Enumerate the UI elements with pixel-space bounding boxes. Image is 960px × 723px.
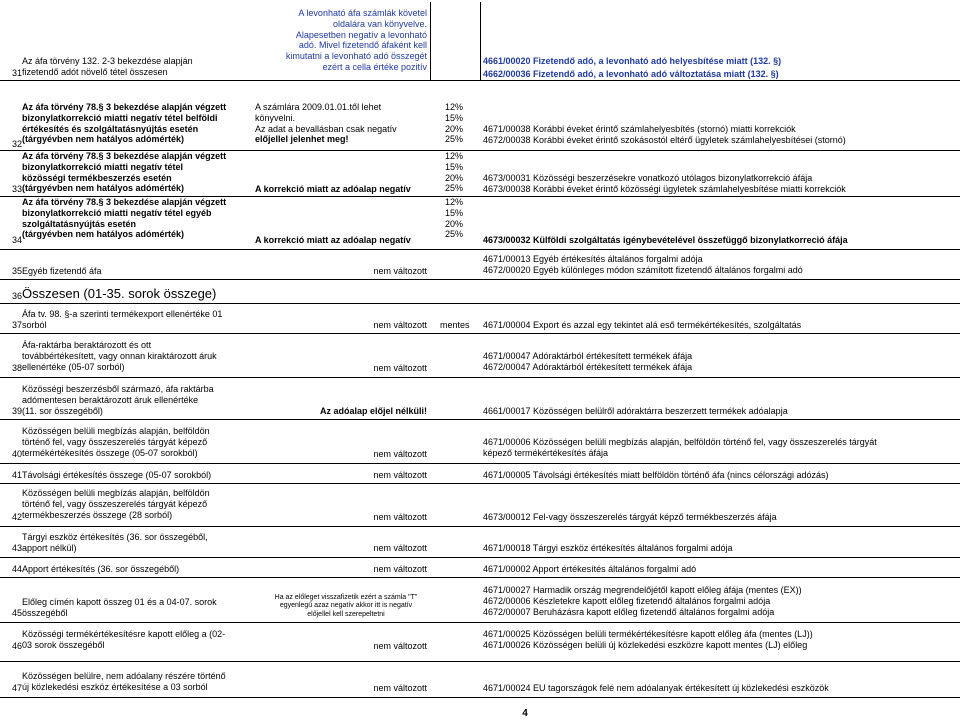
row-42-codes: 4673/00012 Fel-vagy összeszerelés tárgyát képző termékbeszerzés áfája [483, 512, 777, 522]
note-line: oldalára van könyvelve. [332, 18, 427, 29]
description-line: Tárgyi eszköz értékesítés (36. sor összegéből, [22, 532, 208, 542]
description-line: (tárgyévben nem hatályos adómérték) [22, 229, 185, 240]
column-divider [480, 2, 481, 80]
account-code: 4673/00031 Közösségi beszerzésekre vonatkozó utólagos bizonylatkorrekció áfája [483, 173, 813, 183]
description-line: bizonylatkorrekció miatti negatív tétel [22, 161, 184, 172]
description-line: szolgáltatásnyújtás esetén [22, 218, 137, 229]
note-line: előjellel kell szerepeltetni [307, 610, 385, 618]
description-line: termékértékesítés összege (05-07 sorokból) [22, 447, 198, 458]
description-line: Áfa tv. 98. §-a szerinti termékexport ellenértéke 01 [22, 309, 223, 319]
row-36-number: 36 [11, 291, 22, 301]
row-45-number: 45 [11, 608, 22, 618]
account-code: 4672/00047 Adóraktárból értékesített termékek áfája [483, 361, 693, 372]
description-line: fizetendő adót növelő tétel összesen [22, 66, 168, 77]
description-line: Az áfa törvény 78.§ 3 bekezdése alapján végzett [22, 151, 227, 161]
rate: 12% [445, 151, 464, 161]
row-38-note: nem változott [373, 363, 427, 373]
row-36-description: Összesen (01-35. sorok összege) [22, 286, 217, 301]
row-39-number: 39 [11, 406, 22, 416]
description-line: bizonylatkorrekció miatti negatív tétel belföldi [22, 112, 218, 123]
row-38-codes [483, 351, 692, 373]
note-line: A korrekció miatt az adóalap negatív [255, 235, 411, 245]
account-code: 4671/00047 Adóraktárból értékesített termékek áfája [483, 351, 693, 361]
row-47-note: nem változott [373, 683, 427, 693]
description-line: Közösségi beszerzésből származó, áfa raktárba [22, 384, 214, 394]
row-separator [0, 557, 960, 558]
description-line: (11. sor összegéből) [22, 405, 103, 416]
row-43-number: 43 [11, 543, 22, 553]
row-34-number: 34 [11, 235, 22, 245]
description-line: apport nélkül) [22, 542, 77, 553]
description-line: közösségi termékbeszerzés esetén [22, 172, 172, 183]
row-31-note [255, 8, 427, 73]
row-47-number: 47 [11, 683, 22, 693]
row-31-description [22, 56, 250, 78]
rate: 20% [445, 218, 464, 229]
note-line: előjellel jelenhet meg! [255, 134, 349, 145]
note-line: kimutatni a levonható adó összegét [285, 51, 427, 62]
row-34-codes [483, 235, 848, 246]
description-line: összegéből [22, 607, 68, 618]
description-line: Közösségen belüli megbízás alapján, belföldön [22, 488, 210, 498]
rate: 25% [445, 229, 464, 240]
row-40-number: 40 [11, 449, 22, 459]
row-44-note: nem változott [373, 564, 427, 574]
row-separator [0, 483, 960, 484]
account-code: 4662/00036 Fizetendő adó, a levonható adó változtatása miatt (132. §) [483, 68, 779, 79]
row-43-description [22, 532, 208, 554]
row-37-description [22, 309, 222, 331]
description-line: történő fel, vagy összeszerelés tárgyát képező [22, 498, 208, 509]
description-line: sorból [22, 319, 47, 330]
account-code: 4672/00038 Korábbi éveket érintő szokásostól eltérő ügyletek számlahelyesbítései (stornó) [483, 134, 846, 145]
row-31-codes [483, 56, 781, 80]
row-33-rates [445, 151, 463, 194]
note-line: egyenlegű azaz negatív akkor itt is negatív [279, 602, 413, 610]
account-code: 4672/00007 Beruházásra kapott előleg fizetendő általános forgalmi adója [483, 606, 775, 617]
row-45-note [258, 594, 434, 619]
row-41-number: 41 [11, 470, 22, 480]
account-code: 4671/00013 Egyéb értékesítés általános forgalmi adója [483, 254, 703, 264]
description-line: Közösségen belüli megbízás alapján, belföldön [22, 426, 210, 436]
row-31-number: 31 [11, 68, 22, 78]
note-line: Ha az előleget visszafizetik ezért a számla "T" [274, 594, 418, 601]
rate: 15% [445, 161, 464, 172]
page-number: 4 [522, 708, 528, 719]
row-47-description [22, 671, 226, 693]
row-32-rates [445, 102, 463, 145]
description-line: Közösségen belülre, nem adóalany részére történő [22, 671, 226, 681]
column-divider [430, 2, 431, 80]
row-33-note [255, 184, 427, 195]
row-38-number: 38 [11, 363, 22, 373]
account-code: képező termékértékesítés áfája [483, 447, 609, 458]
row-39-note: Az adóalap előjel nélküli! [319, 406, 427, 416]
note-line: A levonható áfa számlák követel [298, 8, 427, 18]
description-line: termékbeszerzés összege (28 sorból) [22, 509, 173, 520]
description-line: Előleg címén kapott összeg 01 és a 04-07. sorok [22, 597, 217, 607]
row-34-rates [445, 197, 463, 240]
row-separator [0, 661, 960, 662]
row-37-note: nem változott [373, 320, 427, 330]
description-line: Az áfa törvény 78.§ 3 bekezdése alapján végzett [22, 102, 227, 112]
row-44-codes: 4671/00002 Apport értékesítés általános forgalmi adó [483, 564, 697, 574]
row-41-note: nem változott [373, 470, 427, 480]
account-code: 4671/00027 Harmadik ország megrendelőjétől kapott előleg áfája (mentes (EX)) [483, 585, 802, 595]
row-47-codes: 4671/00024 EU tagországok felé nem adóalanyak értékesített új közlekedési eszközök [483, 683, 829, 693]
row-35-description: Egyéb fizetendő áfa [22, 266, 102, 276]
row-39-description [22, 384, 214, 416]
rate: 12% [445, 102, 464, 112]
account-code: 4671/00026 Közösségen belüli új közlekedési eszközre kapott mentes (LJ) előleg [483, 639, 808, 650]
row-40-note: nem változott [373, 449, 427, 459]
rate: 25% [445, 134, 464, 145]
description-line: új közlekedési eszköz értékesítése a 03 sorból [22, 681, 208, 692]
row-33-description [22, 151, 251, 194]
row-33-codes [483, 173, 846, 195]
row-39-codes: 4661/00017 Közösségen belülről adóraktárra beszerzett termékek adóalapja [483, 406, 788, 416]
row-separator [0, 377, 960, 378]
rate: 12% [445, 197, 464, 207]
row-40-description [22, 426, 210, 458]
row-separator [0, 463, 960, 464]
row-separator [0, 333, 960, 334]
row-34-note [255, 235, 427, 246]
note-line: Az adat a bevallásban csak negatív [255, 123, 397, 134]
row-42-note: nem változott [373, 512, 427, 522]
description-line: ellenértéke (05-07 sorból) [22, 361, 125, 372]
row-34-description [22, 197, 251, 240]
rate: 15% [445, 207, 464, 218]
account-code: 4673/00038 Korábbi éveket érintő közösségi ügyletek számlahelyesbítése miatti korrekciók [483, 183, 846, 194]
row-37-number: 37 [11, 320, 22, 330]
description-line: történő fel, vagy összeszerelés tárgyát képező [22, 436, 208, 447]
row-37-rate: mentes [440, 320, 470, 330]
row-separator [0, 303, 960, 304]
rate: 20% [445, 172, 464, 183]
description-line: Közösségi termékértékesítésre kapott előleg a (02- [22, 629, 226, 639]
row-33-number: 33 [11, 184, 22, 194]
description-line: Áfa-raktárba beraktározott és ott [22, 340, 152, 350]
row-separator [0, 80, 960, 81]
row-32-codes [483, 124, 846, 146]
note-line: adó. Mivel fizetendő áfaként kell [298, 40, 427, 51]
note-line: A számlára 2009.01.01.től lehet [255, 102, 382, 112]
description-line: (tárgyévben nem hatályos adómérték) [22, 134, 185, 145]
row-43-note: nem változott [373, 543, 427, 553]
note-line: ezért a cella értéke pozitív [322, 61, 427, 72]
row-46-note: nem változott [373, 641, 427, 651]
account-code: 4672/00020 Egyéb különleges módon számított fizetendő általános forgalmi adó [483, 264, 803, 275]
row-separator [0, 697, 960, 698]
row-separator [0, 577, 960, 578]
row-37-codes: 4671/00004 Export és azzal egy tekintet alá eső termékértékesítés, szolgáltatás [483, 320, 802, 330]
description-line: adómentesen beraktározott áruk ellenértéke [22, 394, 199, 405]
row-32-number: 32 [11, 139, 22, 149]
row-41-description: Távolsági értékesítés összege (05-07 sorokból) [22, 470, 212, 480]
description-line: Az áfa törvény 78.§ 3 bekezdése alapján végzett [22, 197, 227, 207]
account-code: 4671/00038 Korábbi éveket érintő számlahelyesbítés (stornó) miatti korrekciók [483, 124, 796, 134]
row-41-codes: 4671/00005 Távolsági értékesítés miatt belföldön történő áfa (nincs célországi adózás) [483, 470, 829, 480]
row-38-description [22, 340, 217, 372]
row-44-description: Apport értékesítés (36. sor összegéből) [22, 564, 180, 574]
row-46-number: 46 [11, 641, 22, 651]
row-44-number: 44 [11, 564, 22, 574]
description-line: (tárgyévben nem hatályos adómérték) [22, 183, 185, 194]
account-code: 4671/00006 Közösségen belüli megbízás alapján, belföldön történő fel, vagy összeszerelés tárgyát [483, 437, 877, 447]
row-42-description [22, 488, 210, 520]
row-43-codes: 4671/00018 Tárgyi eszköz értékesítés általános forgalmi adója [483, 543, 733, 553]
description-line: 03 sorok összegéből [22, 639, 105, 650]
row-separator [0, 419, 960, 420]
account-code: 4671/00025 Közösségen belüli termékértékesítésre kapott előleg áfa (mentes (LJ)) [483, 629, 813, 639]
row-32-note [255, 102, 427, 145]
row-35-codes [483, 254, 803, 276]
row-45-codes [483, 585, 802, 617]
row-separator [0, 526, 960, 527]
rate: 25% [445, 183, 464, 194]
row-46-description [22, 629, 225, 651]
note-line: A korrekció miatt az adóalap negatív [255, 184, 411, 194]
rate: 15% [445, 112, 464, 123]
row-40-codes [483, 437, 877, 459]
row-separator [0, 279, 960, 280]
note-line: Alapesetben negatív a levonható [295, 29, 427, 40]
description-line: továbbértékesített, vagy onnan kiraktározott áruk [22, 350, 217, 361]
row-35-number: 35 [11, 266, 22, 276]
description-line: értékesítés és szolgáltatásnyújtás esetén [22, 123, 199, 134]
row-45-description [22, 597, 217, 619]
account-code: 4673/00032 Külföldi szolgáltatás igénybevételével összefüggő bizonylatkorreció áfája [483, 235, 848, 245]
description-line: bizonylatkorrekció miatti negatív tétel egyéb [22, 207, 212, 218]
row-35-note: nem változott [373, 266, 427, 276]
account-code: 4661/00020 Fizetendő adó, a levonható adó helyesbítése miatt (132. §) [483, 56, 782, 66]
description-line: Az áfa törvény 132. 2-3 bekezdése alapján [22, 56, 193, 66]
row-46-codes [483, 629, 813, 651]
rate: 20% [445, 123, 464, 134]
row-separator [0, 249, 960, 250]
row-separator [0, 622, 960, 623]
row-32-description [22, 102, 251, 145]
account-code: 4672/00006 Készletekre kapott előleg fizetendő általános forgalmi adója [483, 595, 771, 606]
row-42-number: 42 [11, 512, 22, 522]
note-line: könyvelni. [255, 112, 296, 123]
